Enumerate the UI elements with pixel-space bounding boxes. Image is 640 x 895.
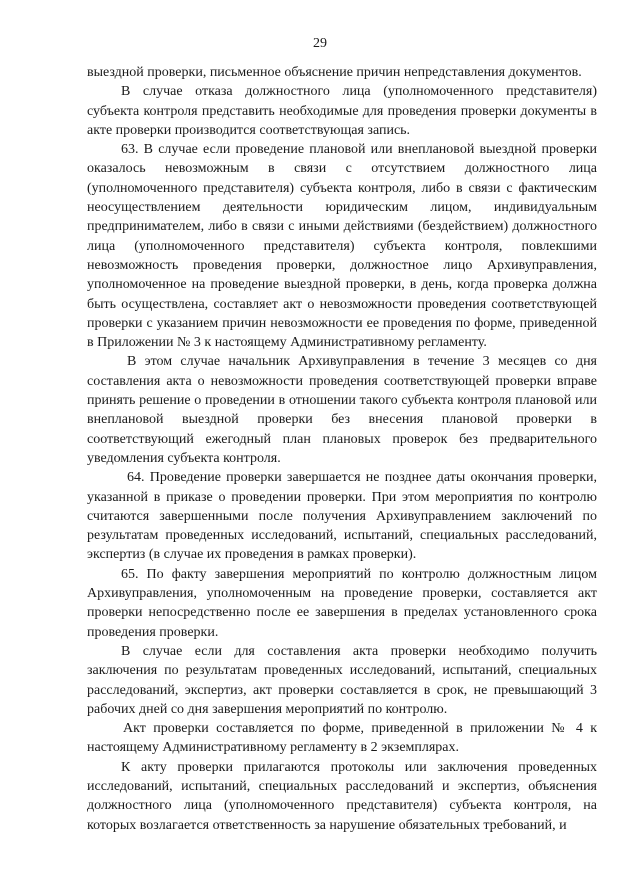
paragraph-continuation: выездной проверки, письменное объяснение причин непредставления документов. [87, 65, 582, 80]
paragraph-65: 65. По факту завершения мероприятий по контролю должностным лицом Архивуправления, уполномоченным на проведение проверки, составляется акт проверки непосредственно после ее завершения в пределах установленного срока проведения проверки. [87, 566, 597, 640]
paragraph-act-form: Акт проверки составляется по форме, приведенной в приложении № 4 к настоящему Административному регламенту в 2 экземплярах. [87, 721, 597, 756]
body-text [87, 63, 597, 835]
paragraph-act-attachments: К акту проверки прилагаются протоколы или заключения проведенных исследований, испытаний, специальных расследований и экспертиз, объяснения должностного лица (уполномоченного представителя) субъекта контроля, на которых возлагается ответственность за нарушение обязательных требований, и [87, 759, 597, 833]
paragraph-refusal: В случае отказа должностного лица (уполномоченного представителя) субъекта контроля представить необходимые для проведения проверки документы в акте проверки производится соответствующая запись. [87, 84, 597, 138]
paragraph-63: 63. В случае если проведение плановой или внеплановой выездной проверки оказалось невозможным в связи с отсутствием должностного лица (уполномоченного представителя) субъекта контроля, либо в связи с фактическим неосуществлением деятельности юридическим лицом, индивидуальным предпринимателем, либо в связи с иными действиями (бездействием) должностного лица (уполномоченного представителя) субъекта контроля, повлекшими невозможность проведения проверки, должностное лицо Архивуправления, уполномоченное на проведение выездной проверки, в день, когда проверка должна быть осуществлена, составляет акт о невозможности проведения соответствующей проверки с указанием причин невозможности ее проведения по форме, приведенной в Приложении № 3 к настоящему Административному регламенту. [87, 142, 597, 351]
page-number: 29 [313, 36, 327, 51]
paragraph-64: 64. Проведение проверки завершается не позднее даты окончания проверки, указанной в приказе о проведении проверки. При этом мероприятия по контролю считаются завершенными после получения Архивуправлением заключений по результатам проведенных исследований, испытаний, специальных расследований, экспертиз (в случае их проведения в рамках проверки). [87, 470, 597, 563]
paragraph-63-case: В этом случае начальник Архивуправления в течение 3 месяцев со дня составления акта о невозможности проведения соответствующей проверки вправе принять решение о проведении в отношении такого субъекта контроля плановой или внеплановой выездной проверки без внесения плановой проверки в соответствующий ежегодный план плановых проверок без предварительного уведомления субъекта контроля. [87, 354, 597, 466]
paragraph-65-conclusions: В случае если для составления акта проверки необходимо получить заключения по результатам проведенных исследований, испытаний, специальных расследований, экспертиз, акт проверки составляется в срок, не превышающий 3 рабочих дней со дня завершения мероприятий по контролю. [87, 643, 597, 717]
